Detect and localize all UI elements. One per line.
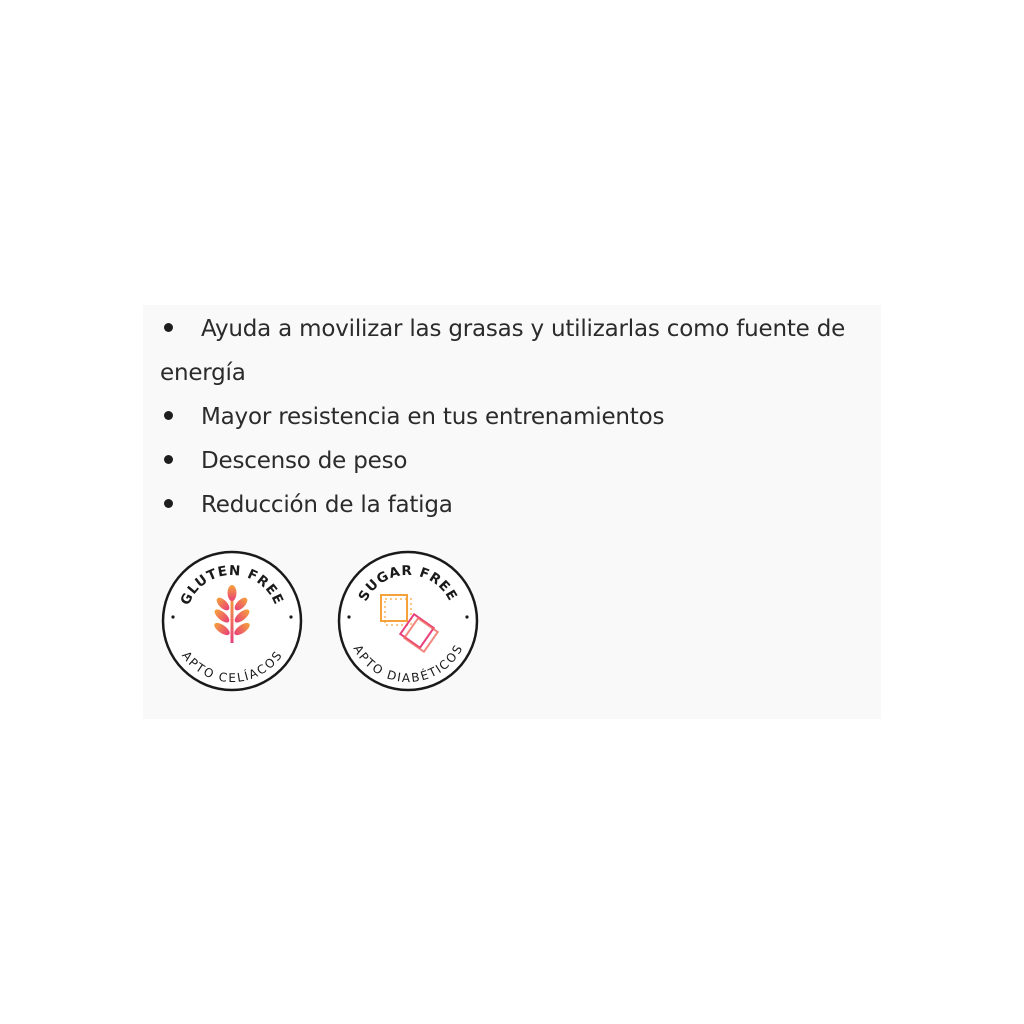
benefit-item: [160, 439, 872, 483]
benefit-text: Mayor resistencia en tus entrenamientos: [201, 404, 665, 430]
benefit-item: [160, 483, 872, 527]
gluten-free-seal: [160, 549, 304, 693]
benefit-text: Descenso de peso: [201, 448, 408, 474]
benefit-text-continuation: energía: [160, 360, 246, 386]
sugar-bottom-text: APTO DIABÉTICOS: [350, 642, 466, 685]
benefit-item: [160, 395, 872, 439]
benefit-item: [160, 307, 872, 395]
benefit-text: Ayuda a movilizar las grasas y utilizarlas como fuente de: [201, 316, 846, 342]
benefits-list: [160, 307, 872, 527]
benefit-text: Reducción de la fatiga: [201, 492, 453, 518]
bullet-icon: [164, 411, 173, 420]
bullet-icon: [164, 455, 173, 464]
bullet-icon: [164, 499, 173, 508]
bullet-icon: [164, 323, 173, 332]
gluten-top-text: GLUTEN FREE: [177, 562, 287, 608]
gluten-free-badge: [160, 549, 304, 693]
sugar-free-seal: [336, 549, 480, 693]
sugar-top-text: SUGAR FREE: [355, 562, 461, 605]
benefits-card: [143, 305, 881, 719]
sugar-free-badge: [336, 549, 480, 693]
gluten-bottom-text: APTO CELÍACOS: [179, 648, 285, 685]
